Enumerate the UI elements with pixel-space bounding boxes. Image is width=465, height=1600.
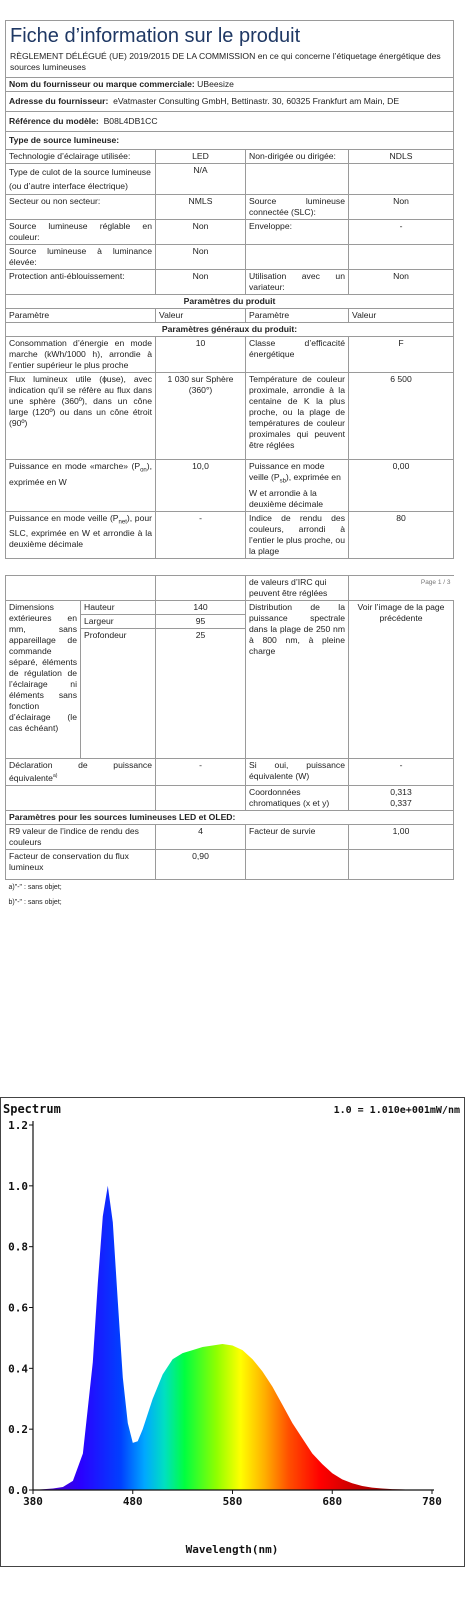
- general-row: [6, 373, 454, 460]
- type-row: [6, 164, 454, 195]
- standby-power-label: Puissance en mode veille $(P_{sb})$, exprimée en W et arrondie à la deuxième décimale: [246, 460, 349, 512]
- spectral-distribution-value: Voir l’image de la page précédente: [349, 600, 454, 758]
- x-tick-label: 580: [222, 1495, 243, 1508]
- y-tick-label: 1.0: [8, 1179, 28, 1193]
- product-information-sheet: [5, 20, 453, 909]
- type-label: [246, 164, 349, 195]
- type-value: [349, 245, 454, 270]
- product-sheet-table: [5, 20, 454, 909]
- standby-power-value: 0,00: [349, 460, 454, 512]
- general-params-header: Paramètres généraux du produit:: [6, 323, 454, 337]
- general-row: [6, 337, 454, 373]
- x-axis-label: Wavelength(nm): [185, 1543, 279, 1556]
- y-tick-label: 0.6: [8, 1301, 28, 1315]
- regulation-text: RÈGLEMENT DÉLÉGUÉ (UE) 2019/2015 DE LA COMMISSION en ce qui concerne l’étiquetage énergétique des sources lumineuses: [6, 49, 454, 78]
- type-label: [246, 245, 349, 270]
- type-value: Non: [349, 270, 454, 295]
- cri-value: 80: [349, 511, 454, 558]
- param-label: Consommation d’énergie en mode marche (kWh/1000 h), arrondie à l’entier supérieur le plus proche: [6, 337, 156, 373]
- type-label: Type de culot de la source lumineuse (ou d’autre interface électrique): [6, 164, 156, 195]
- x-tick-label: 780: [422, 1495, 442, 1508]
- chart-title: Spectrum: [3, 1102, 61, 1116]
- maintenance-row: [6, 849, 454, 879]
- type-label: Source lumineuse connectée (SLC):: [246, 195, 349, 220]
- model-label: Référence du modèle:: [9, 116, 99, 126]
- r9-label: R9 valeur de l’indice de rendu des couleurs: [6, 824, 156, 849]
- x-tick-label: 380: [23, 1495, 43, 1508]
- y-tick-label: 0.0: [8, 1484, 28, 1497]
- y-tick-label: 1.2: [8, 1119, 28, 1132]
- type-value: [349, 164, 454, 195]
- column-header-value: Valeur: [156, 309, 246, 323]
- type-value: LED: [156, 150, 246, 164]
- dimension-value: 25: [156, 628, 246, 758]
- type-value: NDLS: [349, 150, 454, 164]
- param-value: 6 500: [349, 373, 454, 460]
- dimension-value: 140: [156, 600, 246, 614]
- supplier-address-value: eVatmaster Consulting GmbH, Bettinastr. 30, 60325 Frankfurt am Main, DE: [113, 96, 400, 106]
- footnote-b: b)"-" : sans objet;: [8, 898, 62, 906]
- footnote-a: a)"-" : sans objet;: [8, 883, 62, 891]
- column-header-row: [6, 309, 454, 323]
- column-header-param: Paramètre: [6, 309, 156, 323]
- cri-label-continued: de valeurs d’IRC qui peuvent être réglées: [246, 575, 349, 600]
- supplier-name-value: UBeesize: [197, 79, 234, 89]
- type-value: Non: [349, 195, 454, 220]
- sheet-title: Fiche d’information sur le produit: [6, 21, 454, 50]
- chromaticity-x: 0,313: [390, 786, 412, 797]
- dimension-name: Profondeur: [81, 628, 156, 758]
- product-params-header: Paramètres du produit: [6, 295, 454, 309]
- type-value: N/A: [156, 164, 246, 195]
- type-row: [6, 245, 454, 270]
- cri-continued-row: [6, 575, 454, 600]
- survival-factor-value: 1,00: [349, 824, 454, 849]
- spectral-distribution-label: Distribution de la puissance spectrale dans la plage de 250 nm à 800 nm, à pleine charge: [246, 600, 349, 758]
- model-row: [6, 112, 454, 132]
- equivalent-power-row: [6, 758, 454, 785]
- type-value: -: [349, 220, 454, 245]
- x-tick-label: 680: [322, 1495, 343, 1508]
- dimension-name: Hauteur: [81, 600, 156, 614]
- type-row: [6, 270, 454, 295]
- power-row: [6, 460, 454, 512]
- spectrum-chart: [0, 1097, 465, 1567]
- page-break: [6, 558, 454, 575]
- power-on-value: 10,0: [156, 460, 246, 512]
- type-label: Source lumineuse à luminance élevée:: [6, 245, 156, 270]
- dimensions-label: Dimensions extérieures en mm, sans appareillage de commande séparé, éléments de régulation de l’éclairage ni éléments sans fonction d’éclairage (le cas échéant): [6, 600, 81, 758]
- dimension-value: 95: [156, 614, 246, 628]
- equivalent-watt-label: Si oui, puissance équivalente (W): [246, 758, 349, 785]
- chromaticity-label: Coordonnées chromatiques (x et y): [246, 785, 349, 810]
- param-label: Température de couleur proximale, arrondie à la centaine de K la plus proche, ou la plage de températures de couleur proximales qui peuvent être réglées: [246, 373, 349, 460]
- param-label: Flux lumineux utile (ɸuse), avec indication qu’il se réfère au flux dans une sphère (360º), dans un cône large (120º) ou dans un cône étroit (90º): [6, 373, 156, 460]
- type-row: [6, 195, 454, 220]
- type-label: Secteur ou non secteur:: [6, 195, 156, 220]
- chromaticity-y: 0,337: [390, 797, 412, 808]
- chart-annotation: 1.0 = 1.010e+001mW/nm: [333, 1105, 460, 1116]
- type-value: Non: [156, 270, 246, 295]
- cri-label: Indice de rendu des couleurs, arrondi à l’entier le plus proche, ou la plage: [246, 511, 349, 558]
- type-label: Protection anti-éblouissement:: [6, 270, 156, 295]
- param-label: Classe d’efficacité énergétique: [246, 337, 349, 373]
- param-value: 1 030 sur Sphère (360°): [156, 373, 246, 460]
- param-value: F: [349, 337, 454, 373]
- y-tick-label: 0.8: [8, 1240, 28, 1254]
- led-params-header: Paramètres pour les sources lumineuses LED et OLED:: [6, 810, 454, 824]
- equivalent-power-value: -: [156, 758, 246, 785]
- networked-standby-value: -: [156, 511, 246, 558]
- spectrum-svg: [0, 1097, 465, 1567]
- networked-standby-label: Puissance en mode veille $(P_{net})$, pour SLC, exprimée en W et arrondie à la deuxième décimale: [6, 511, 156, 558]
- equivalent-watt-value: -: [349, 758, 454, 785]
- power-on-label: Puissance en mode «marche» $(P_{on})$, exprimée en W: [6, 460, 156, 512]
- param-value: 10: [156, 337, 246, 373]
- page-number: Page 1 / 3: [420, 578, 451, 586]
- chromaticity-row: [6, 785, 454, 810]
- chromaticity-value: [349, 785, 454, 810]
- survival-factor-label: Facteur de survie: [246, 824, 349, 849]
- supplier-name-row: [6, 78, 454, 92]
- type-label: Technologie d’éclairage utilisée:: [6, 150, 156, 164]
- type-label: Source lumineuse réglable en couleur:: [6, 220, 156, 245]
- type-row: [6, 220, 454, 245]
- supplier-address-label: Adresse du fournisseur:: [9, 96, 109, 106]
- equivalent-power-label: Déclaration de puissance équivalente$^{a)}$: [6, 758, 156, 785]
- r9-value: 4: [156, 824, 246, 849]
- type-value: Non: [156, 220, 246, 245]
- supplier-address-row: [6, 92, 454, 112]
- type-label: Non-dirigée ou dirigée:: [246, 150, 349, 164]
- networked-standby-row: [6, 511, 454, 558]
- column-header-value: Valeur: [349, 309, 454, 323]
- lumen-maintenance-value: 0,90: [156, 849, 246, 879]
- type-value: Non: [156, 245, 246, 270]
- type-label: Utilisation avec un variateur:: [246, 270, 349, 295]
- model-value: B08L4DB1CC: [103, 116, 158, 126]
- dimension-name: Largeur: [81, 614, 156, 628]
- type-value: NMLS: [156, 195, 246, 220]
- lumen-maintenance-label: Facteur de conservation du flux lumineux: [6, 849, 156, 879]
- column-header-param: Paramètre: [246, 309, 349, 323]
- y-tick-label: 0.4: [8, 1362, 28, 1376]
- dimension-row: [6, 600, 454, 614]
- y-tick-label: 0.2: [8, 1423, 28, 1437]
- x-tick-label: 480: [122, 1495, 143, 1508]
- supplier-name-label: Nom du fournisseur ou marque commerciale:: [9, 79, 195, 89]
- type-label: Enveloppe:: [246, 220, 349, 245]
- r9-row: [6, 824, 454, 849]
- light-source-type-header: Type de source lumineuse:: [6, 132, 454, 150]
- type-row: [6, 150, 454, 164]
